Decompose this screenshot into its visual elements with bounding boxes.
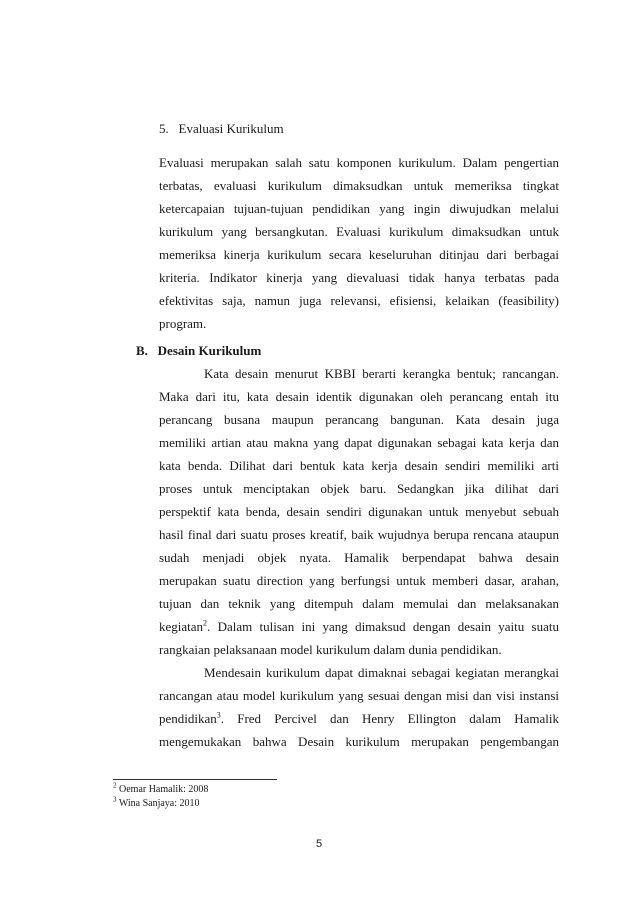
section-5-line: terbatas, evaluasi kurikulum dimaksudkan untuk memeriksa tingkat xyxy=(159,178,559,193)
section-b-line-footnote-2 xyxy=(159,619,559,635)
footnote-ref-3[interactable]: 3 xyxy=(216,710,221,720)
section-b-line: mengemukakan bahwa Desain kurikulum merupakan pengembangan xyxy=(159,734,559,749)
section-5-number: 5. xyxy=(159,121,169,136)
section-5-line: program. xyxy=(159,316,207,331)
section-b-line-footnote-3 xyxy=(159,711,559,727)
section-b-line: rangkaian pelaksanaan model kurikulum dalam dunia pendidikan. xyxy=(159,642,502,657)
footnote-3 xyxy=(113,795,200,810)
section-b-line: merupakan suatu direction yang berfungsi untuk memberi dasar, arahan, xyxy=(159,573,559,588)
line-text: kegiatan xyxy=(159,619,204,634)
section-b-line: rancangan atau model kurikulum yang sesuai dengan misi dan visi instansi xyxy=(159,688,559,703)
footnote-text: Oemar Hamalik: 2008 xyxy=(119,784,209,795)
section-b-line: perspektif kata benda, desain sendiri digunakan untuk menyebut sebuah xyxy=(159,504,559,519)
line-text: pendidikan xyxy=(159,711,217,726)
footnote-2 xyxy=(113,781,209,796)
section-5-line: kriteria. Indikator kinerja yang dievaluasi tidak hanya terbatas pada xyxy=(159,270,559,285)
page-number: 5 xyxy=(315,838,323,850)
section-5-line: kurikulum yang bersangkutan. Evaluasi kurikulum dimaksudkan untuk xyxy=(159,224,559,239)
footnote-ref-2[interactable]: 2 xyxy=(203,618,208,628)
section-b-line: memiliki artian atau makna yang dapat digunakan sebagai kata kerja dan xyxy=(159,435,559,450)
section-b-line: hasil final dari suatu proses kreatif, baik wujudnya berupa rencana ataupun xyxy=(159,527,559,542)
footnote-text: Wina Sanjaya: 2010 xyxy=(118,798,200,809)
section-b-line: perancang busana maupun perancang bangunan. Kata desain juga xyxy=(159,412,559,427)
section-b-line: Maka dari itu, kata desain identik digunakan oleh perancang entah itu xyxy=(159,389,559,404)
section-b-line: proses untuk menciptakan objek baru. Sedangkan jika dilihat dari xyxy=(159,481,559,496)
section-b-line: Mendesain kurikulum dapat dimaknai sebagai kegiatan merangkai xyxy=(204,665,559,680)
section-b-letter: B. xyxy=(136,343,148,358)
section-5-line: ketercapaian tujuan-tujuan pendidikan yang ingin diwujudkan melalui xyxy=(159,201,559,216)
section-5-line: Evaluasi merupakan salah satu komponen kurikulum. Dalam pengertian xyxy=(159,155,559,170)
footnote-mark: 3 xyxy=(113,795,117,804)
section-5-heading xyxy=(159,121,284,137)
section-5-title: Evaluasi Kurikulum xyxy=(178,121,284,136)
section-5-line: memeriksa kinerja kurikulum secara keseluruhan ditinjau dari berbagai xyxy=(159,247,559,262)
footnote-mark: 2 xyxy=(113,781,117,790)
section-b-line: Kata desain menurut KBBI berarti kerangka bentuk; rancangan. xyxy=(204,366,559,381)
section-b-line: sudah menjadi objek nyata. Hamalik berpendapat bahwa desain xyxy=(159,550,559,565)
section-5-line: efektivitas saja, namun juga relevansi, efisiensi, kelaikan (feasibility) xyxy=(159,293,559,308)
line-text: . Dalam tulisan ini yang dimaksud dengan desain yaitu suatu xyxy=(207,619,559,634)
section-b-line: tujuan dan teknik yang ditempuh dalam memulai dan melaksanakan xyxy=(159,596,559,611)
section-b-title: Desain Kurikulum xyxy=(157,343,262,358)
section-b-line: kata benda. Dilihat dari bentuk kata kerja desain sendiri memiliki arti xyxy=(159,458,559,473)
line-text: . Fred Percivel dan Henry Ellington dalam Hamalik xyxy=(220,711,559,726)
section-b-heading xyxy=(136,343,261,359)
footnote-divider xyxy=(113,779,277,780)
